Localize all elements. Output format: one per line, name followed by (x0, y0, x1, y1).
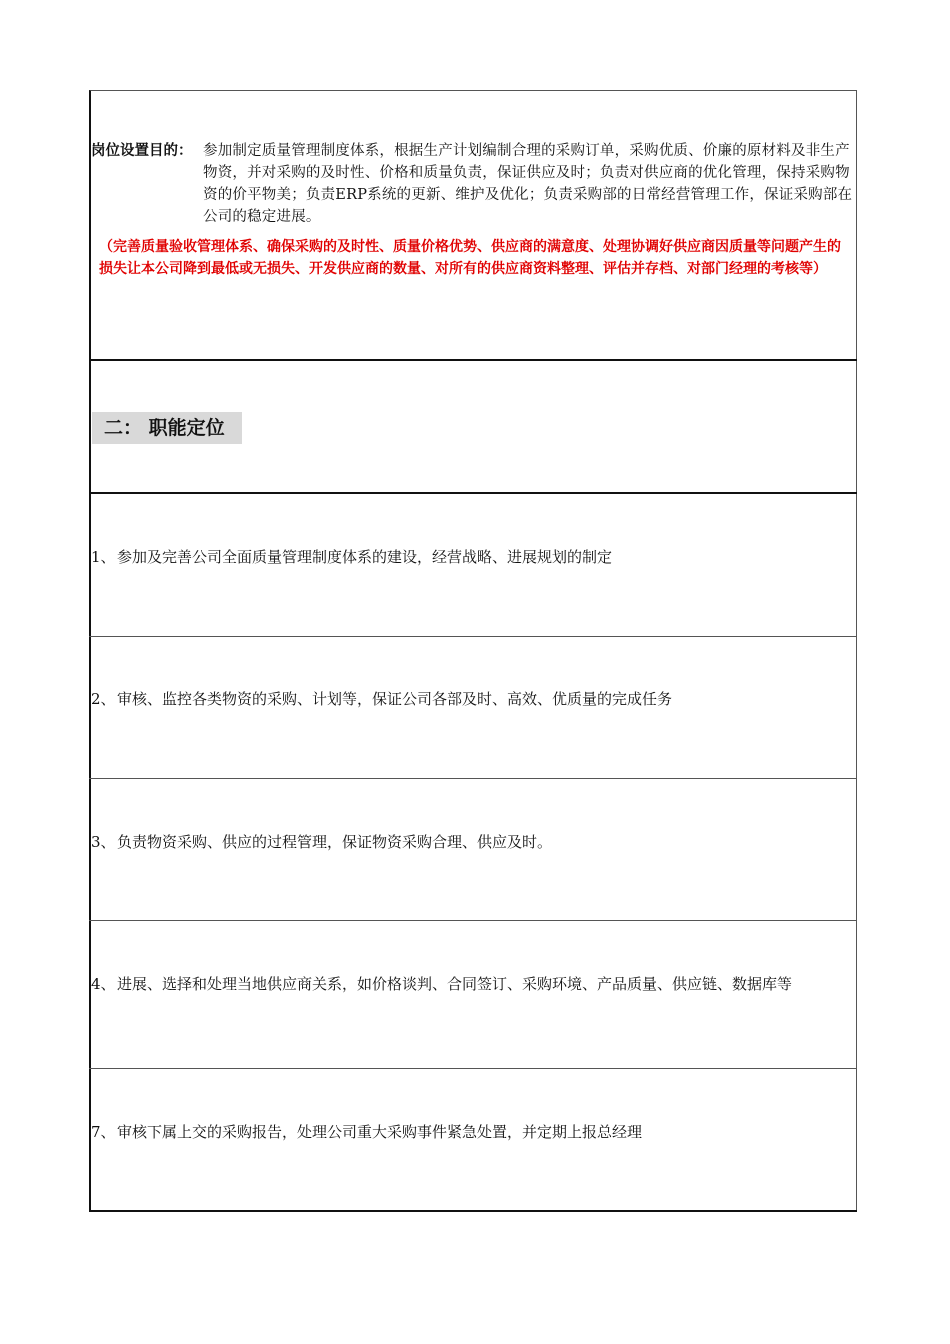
item-number: 2、 (91, 690, 116, 708)
item-number: 4、 (91, 975, 116, 993)
divider (89, 359, 857, 361)
purpose-label: 岗位设置目的： (91, 142, 193, 159)
item-text: 负责物资采购、供应的过程管理，保证物资采购合理、供应及时。 (117, 833, 553, 851)
divider (89, 492, 857, 494)
item-text: 审核下属上交的采购报告，处理公司重大采购事件紧急处置，并定期上报总经理 (117, 1123, 643, 1141)
divider (89, 636, 857, 637)
purpose-note: （完善质量验收管理体系、确保采购的及时性、质量价格优势、供应商的满意度、处理协调好供应商因质量等问题产生的损失让本公司降到最低或无损失、开发供应商的数量、对所有的供应商资料整理、评估并存档、对部门经理的考核等） (99, 239, 841, 277)
divider (89, 1068, 857, 1069)
divider (89, 778, 857, 779)
divider (89, 1210, 857, 1212)
item-number: 3、 (91, 833, 116, 851)
item-text: 审核、监控各类物资的采购、计划等，保证公司各部及时、高效、优质量的完成任务 (117, 690, 673, 708)
divider (89, 920, 857, 921)
item-number: 7、 (91, 1123, 116, 1141)
item-number: 1、 (91, 548, 116, 566)
section-title: 二： 职能定位 (92, 412, 242, 444)
item-text: 进展、选择和处理当地供应商关系，如价格谈判、合同签订、采购环境、产品质量、供应链、数据库等 (117, 975, 793, 993)
purpose-text: 参加制定质量管理制度体系，根据生产计划编制合理的采购订单，采购优质、价廉的原材料及非生产物资，并对采购的及时性、价格和质量负责，保证供应及时；负责对供应商的优化管理，保持采购物资的价平物美；负责ERP系统的更新、维护及优化；负责采购部的日常经营管理工作，保证采购部在公司的稳定进展。 (203, 143, 853, 225)
item-text: 参加及完善公司全面质量管理制度体系的建设，经营战略、进展规划的制定 (117, 548, 613, 566)
